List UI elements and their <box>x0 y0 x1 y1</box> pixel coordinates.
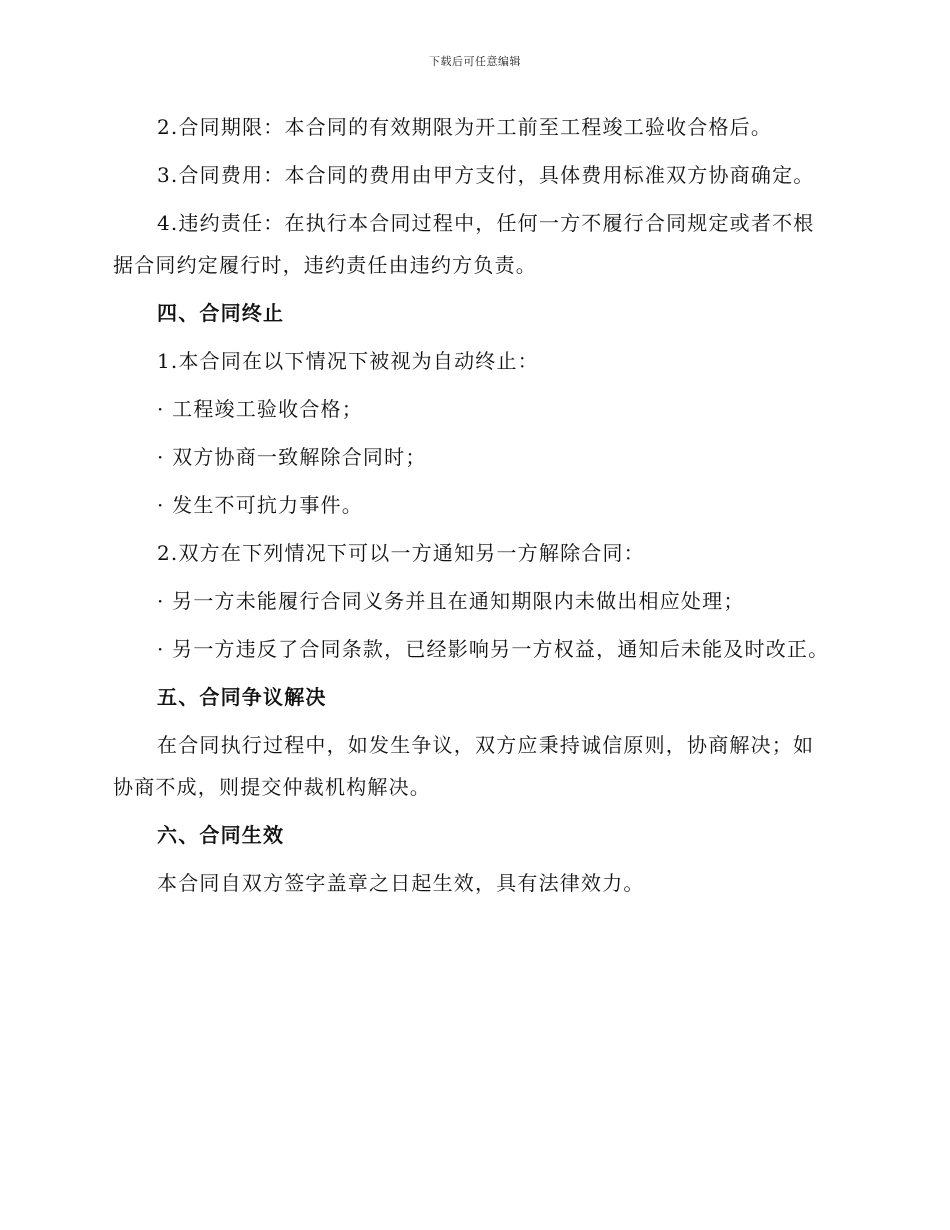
rescission-item: · 另一方违反了合同条款，已经影响另一方权益，通知后未能及时改正。 <box>157 637 830 661</box>
document-body <box>113 103 835 907</box>
termination-item: · 双方协商一致解除合同时； <box>157 445 427 469</box>
termination-clause-1: 1.本合同在以下情况下被视为自动终止： <box>157 349 539 373</box>
termination-item: · 发生不可抗力事件。 <box>157 493 363 517</box>
term-duration: 2.合同期限：本合同的有效期限为开工前至工程竣工验收合格后。 <box>157 115 773 139</box>
term-fees: 3.合同费用：本合同的费用由甲方支付，具体费用标准双方协商确定。 <box>157 163 815 187</box>
dispute-body: 在合同执行过程中，如发生争议，双方应秉持诚信原则，协商解决；如协商不成，则提交仲裁机构解决。 <box>113 733 815 799</box>
rescission-item: · 另一方未能履行合同义务并且在通知期限内未做出相应处理； <box>157 589 745 613</box>
termination-clause-2: 2.双方在下列情况下可以一方通知另一方解除合同： <box>157 541 645 565</box>
page-header-note: 下载后可任意编辑 <box>429 55 521 68</box>
section-dispute-heading: 五、合同争议解决 <box>157 685 327 709</box>
effect-body: 本合同自双方签字盖章之日起生效，具有法律效力。 <box>157 871 645 895</box>
section-termination-heading: 四、合同终止 <box>157 301 285 325</box>
term-liability: 4.违约责任：在执行本合同过程中，任何一方不履行合同规定或者不根据合同约定履行时，违约责任由违约方负责。 <box>113 211 815 277</box>
termination-item: · 工程竣工验收合格； <box>157 397 363 421</box>
section-effect-heading: 六、合同生效 <box>157 823 285 847</box>
